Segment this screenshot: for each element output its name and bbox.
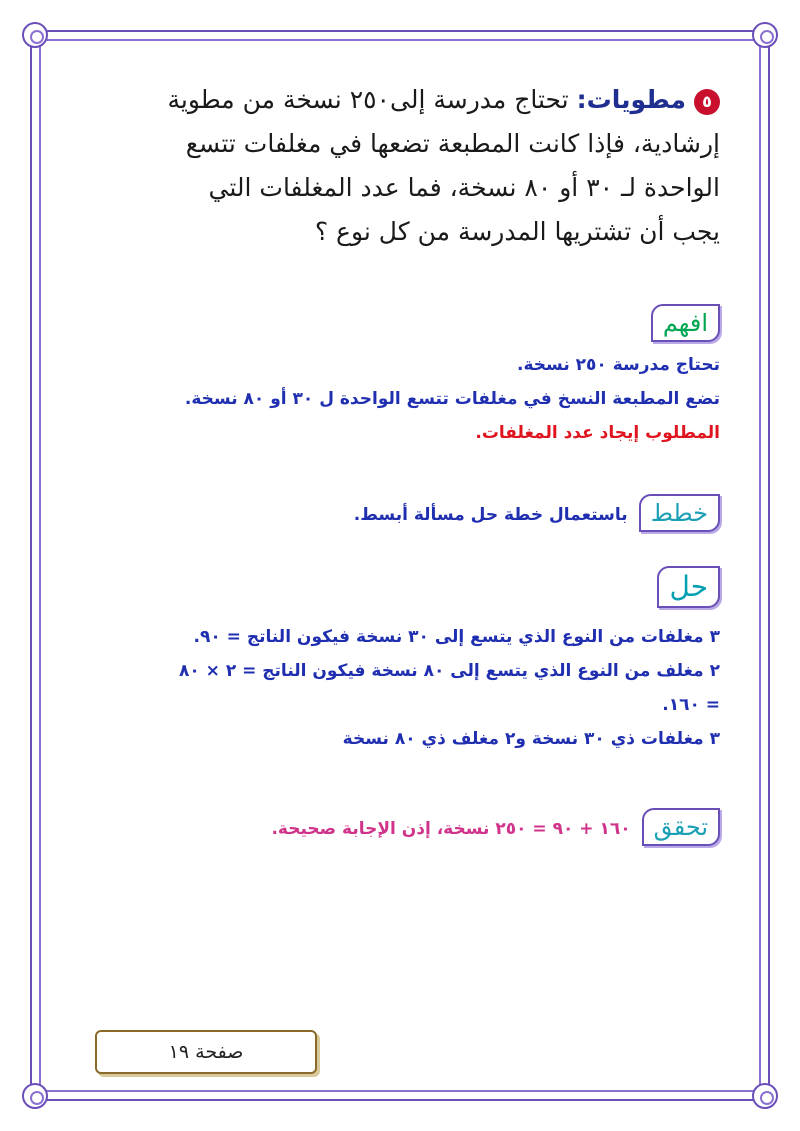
check-tab: تحقق bbox=[642, 808, 720, 846]
problem-statement bbox=[140, 78, 720, 254]
understand-line-1: تحتاج مدرسة ٢٥٠ نسخة. bbox=[517, 355, 720, 375]
problem-text-2: إرشادية، فإذا كانت المطبعة تضعها في مغلفات تتسع bbox=[185, 129, 720, 158]
problem-text-1: تحتاج مدرسة إلى٢٥٠ نسخة من مطوية bbox=[167, 85, 569, 114]
understand-section bbox=[60, 304, 720, 450]
understand-required: المطلوب إيجاد عدد المغلفات. bbox=[475, 423, 720, 443]
corner-ornament-bottom-left bbox=[22, 1083, 48, 1109]
plan-section bbox=[60, 494, 720, 532]
solve-line-1: ٣ مغلفات من النوع الذي يتسع إلى ٣٠ نسخة فيكون الناتج = ٩٠. bbox=[193, 627, 720, 647]
corner-ornament-top-left bbox=[22, 22, 48, 48]
problem-number-badge: ٥ bbox=[694, 89, 720, 115]
solve-line-3: = ١٦٠. bbox=[662, 695, 720, 715]
understand-tab: افهم bbox=[651, 304, 720, 342]
corner-ornament-bottom-right bbox=[752, 1083, 778, 1109]
understand-line-2: تضع المطبعة النسخ في مغلفات تتسع الواحدة ل ٣٠ أو ٨٠ نسخة. bbox=[184, 389, 720, 409]
plan-text: باستعمال خطة حل مسألة أبسط. bbox=[353, 505, 628, 525]
problem-text-4: يجب أن تشتريها المدرسة من كل نوع ؟ bbox=[314, 217, 720, 246]
corner-ornament-top-right bbox=[752, 22, 778, 48]
solve-line-2: ٢ مغلف من النوع الذي يتسع إلى ٨٠ نسخة فيكون الناتج = ٢ × ٨٠ bbox=[178, 661, 720, 681]
problem-text-3: الواحدة لـ ٣٠ أو ٨٠ نسخة، فما عدد المغلفات التي bbox=[208, 173, 720, 202]
problem-title: مطويات: bbox=[576, 85, 686, 114]
solve-section bbox=[60, 566, 720, 756]
problem-line-1 bbox=[140, 78, 720, 122]
solve-result: ٣ مغلفات ذي ٣٠ نسخة و٢ مغلف ذي ٨٠ نسخة bbox=[342, 729, 720, 749]
page-number-label: صفحة ١٩ bbox=[95, 1030, 317, 1074]
solve-tab: حل bbox=[657, 566, 720, 608]
check-text: ١٦٠ + ٩٠ = ٢٥٠ نسخة، إذن الإجابة صحيحة. bbox=[271, 819, 631, 839]
check-section bbox=[60, 808, 720, 846]
plan-tab: خطط bbox=[639, 494, 720, 532]
